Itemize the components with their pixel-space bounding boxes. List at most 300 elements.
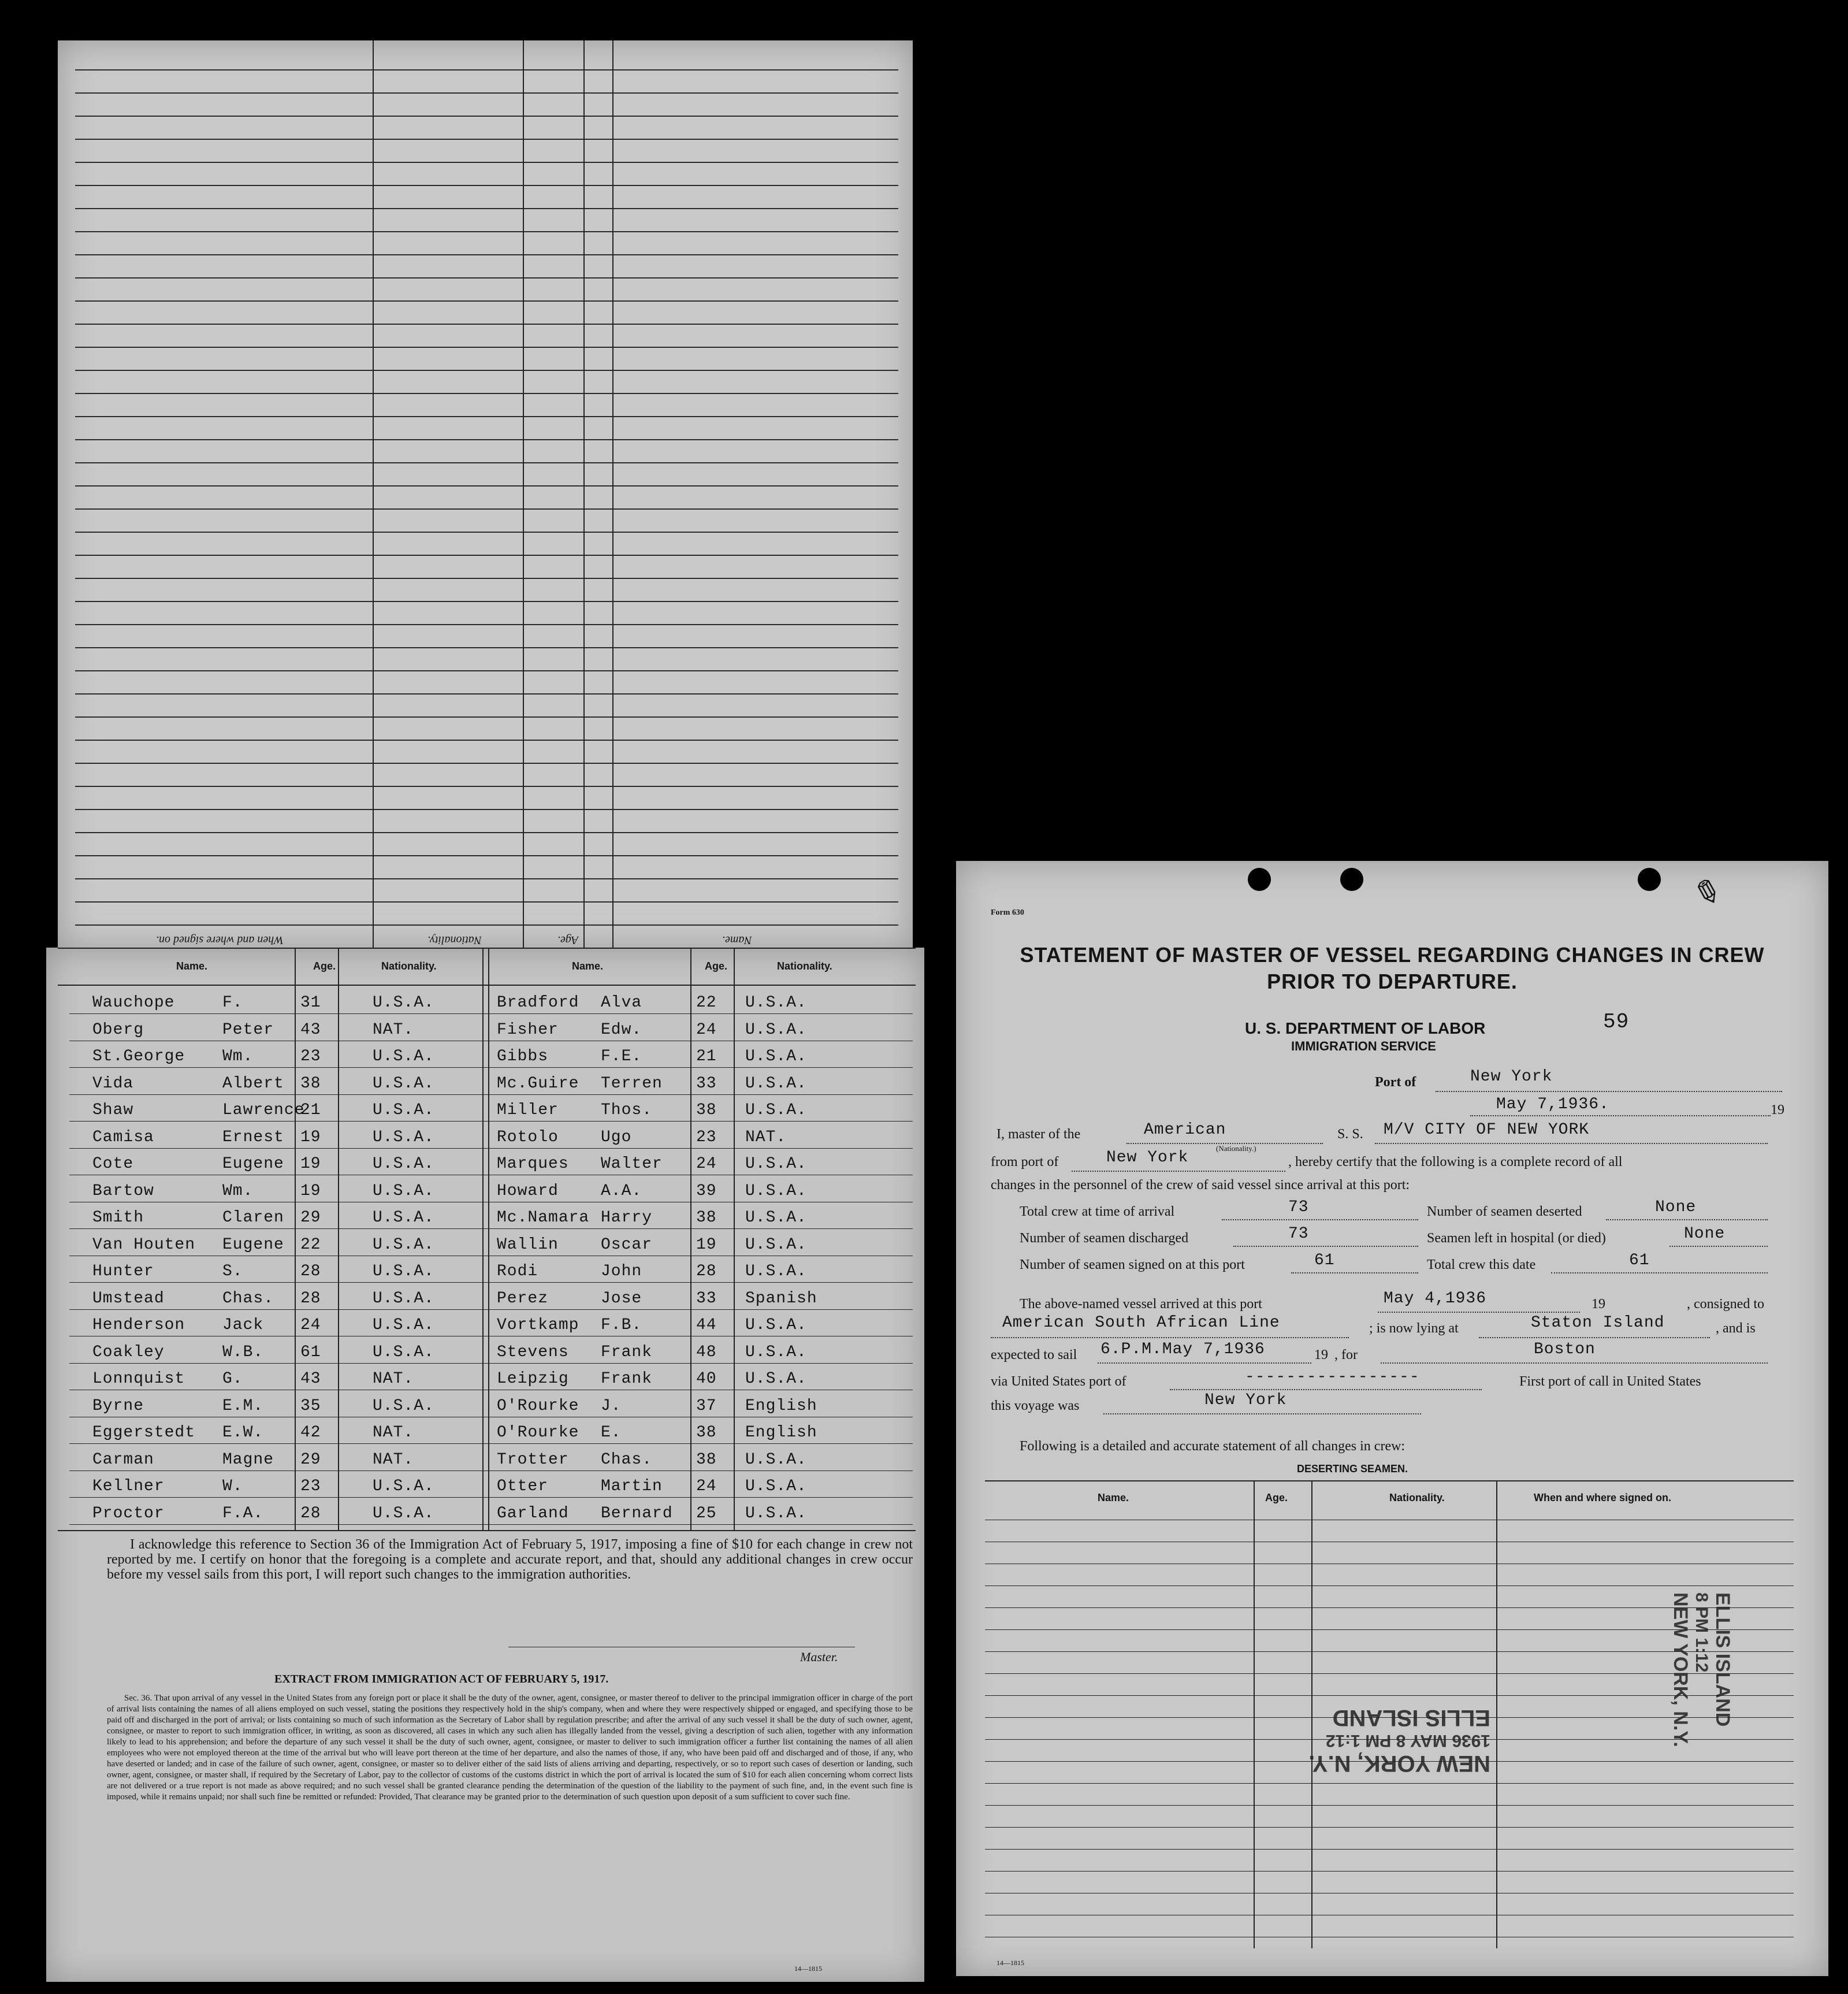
and-is-label: , and is — [1716, 1321, 1756, 1336]
crew-age: 22 — [300, 1235, 321, 1254]
crew-age: 33 — [696, 1074, 717, 1093]
ruled-line — [75, 809, 898, 810]
crew-nationality: U.S.A. — [373, 1343, 434, 1361]
crew-age: 24 — [696, 1155, 717, 1173]
department: U. S. DEPARTMENT OF LABOR — [1245, 1019, 1486, 1037]
crew-nationality: U.S.A. — [373, 1074, 434, 1093]
voyage-label: this voyage was — [991, 1398, 1080, 1413]
crew-nationality: U.S.A. — [373, 1235, 434, 1254]
ruled-line — [75, 670, 898, 671]
crew-surname: Fisher — [497, 1020, 559, 1039]
crew-given-name: Peter — [222, 1020, 274, 1039]
crew-age: 48 — [696, 1343, 717, 1361]
crew-nationality: U.S.A. — [745, 994, 807, 1012]
crew-given-name: Ernest — [222, 1128, 284, 1146]
port-label: Port of — [1375, 1075, 1416, 1090]
ruled-line — [75, 277, 898, 279]
total-date-value: 61 — [1629, 1252, 1650, 1269]
crew-nationality: U.S.A. — [373, 1477, 434, 1495]
crew-surname: Mc.Namara — [497, 1209, 590, 1227]
crew-age: 23 — [300, 1477, 321, 1495]
statement-subtitle: PRIOR TO DEPARTURE. — [1267, 970, 1518, 993]
crew-age: 35 — [300, 1397, 321, 1415]
crew-surname: Miller — [497, 1101, 559, 1119]
crew-row — [46, 1339, 913, 1365]
crew-surname: Bartow — [92, 1182, 154, 1200]
ruled-line — [75, 162, 898, 163]
crew-nationality: U.S.A. — [373, 1182, 434, 1200]
blank-header-nationality: Nationality. — [427, 934, 482, 946]
crew-surname: Leipzig — [497, 1370, 569, 1388]
deserting-row-rule — [985, 1871, 1794, 1872]
sail-label: expected to sail — [991, 1347, 1077, 1362]
via-label: via United States port of — [991, 1374, 1126, 1389]
first-port-label: First port of call in United States — [1519, 1374, 1701, 1389]
crew-row-rule — [69, 1443, 913, 1444]
crew-row-rule — [69, 1013, 913, 1014]
ruled-line — [75, 693, 898, 695]
crew-age: 38 — [696, 1209, 717, 1227]
acknowledgment-text: I acknowledge this reference to Section 36 of the Immigration Act of February 5, 1917, imposing a fine of $10 for each change in crew not reported by me. I certify on honor that the foregoing is a complete and accurate report, and that, should any additional changes in crew occur before my vessel sails from this port, I will report such changes to the immigration authorities. — [107, 1537, 913, 1582]
crew-surname: Kellner — [92, 1477, 165, 1495]
ruled-line — [75, 832, 898, 833]
handwritten-mark: ✎ — [1687, 870, 1721, 915]
crew-age: 19 — [300, 1182, 321, 1200]
crew-age: 38 — [696, 1101, 717, 1119]
crew-row — [46, 1178, 913, 1204]
crew-age: 44 — [696, 1316, 717, 1334]
blank-header-age: Age. — [557, 934, 579, 946]
crew-row — [46, 989, 913, 1016]
from-port-label: from port of — [991, 1154, 1059, 1169]
crew-row-rule — [69, 1309, 913, 1310]
crew-surname: Rotolo — [497, 1128, 559, 1146]
crew-age: 43 — [300, 1020, 321, 1039]
crew-age: 21 — [300, 1101, 321, 1119]
crew-row-rule — [69, 1121, 913, 1122]
crew-nationality: U.S.A. — [745, 1343, 807, 1361]
crew-age: 28 — [696, 1263, 717, 1280]
crew-age: 24 — [300, 1316, 321, 1334]
statement-title: STATEMENT OF MASTER OF VESSEL REGARDING CHANGES IN CREW — [1020, 943, 1765, 967]
crew-surname: Wauchope — [92, 994, 175, 1012]
crew-surname: Wallin — [497, 1235, 559, 1254]
ss-label: S. S. — [1337, 1127, 1363, 1142]
blank-ruled-sheet — [58, 40, 913, 950]
deserting-header-name: Name. — [1098, 1492, 1129, 1503]
crew-given-name: Walter — [601, 1155, 663, 1173]
crew-row — [46, 1070, 913, 1097]
signed-on-label: Number of seamen signed on at this port — [1020, 1257, 1245, 1272]
crew-age: 61 — [300, 1343, 321, 1361]
ruled-line — [75, 532, 898, 533]
crew-row — [46, 1446, 913, 1473]
extract-title: EXTRACT FROM IMMIGRATION ACT OF FEBRUARY 5, 1917. — [274, 1673, 609, 1685]
crew-surname: O'Rourke — [497, 1424, 579, 1442]
crew-age: 24 — [696, 1477, 717, 1495]
crew-given-name: Terren — [601, 1074, 663, 1093]
total-arrival-label: Total crew at time of arrival — [1020, 1204, 1175, 1219]
hospital-label: Seamen left in hospital (or died) — [1427, 1231, 1606, 1246]
crew-header-age-2: Age. — [705, 960, 728, 972]
year-prefix: 19 — [1771, 1102, 1784, 1117]
crew-nationality: U.S.A. — [373, 1289, 434, 1308]
ellis-island-stamp: NEW YORK, N.Y. 1936 MAY 8 PM 1:12 ELLIS ISLAND — [1308, 1705, 1490, 1776]
crew-row — [46, 1258, 913, 1284]
crew-given-name: Chas. — [601, 1450, 653, 1469]
crew-given-name: E.W. — [222, 1424, 264, 1442]
crew-surname: Stevens — [497, 1343, 569, 1361]
crew-given-name: Harry — [601, 1209, 653, 1227]
ruled-line — [75, 347, 898, 348]
blank-header-name: Name. — [722, 934, 752, 946]
crew-given-name: F.B. — [601, 1316, 642, 1334]
crew-header-name: Name. — [176, 960, 208, 972]
crew-given-name: F.A. — [222, 1504, 264, 1523]
crew-age: 24 — [696, 1020, 717, 1039]
crew-age: 37 — [696, 1397, 717, 1415]
crew-nationality: U.S.A. — [745, 1209, 807, 1227]
deserting-header-signed-on: When and where signed on. — [1534, 1492, 1672, 1503]
crew-nationality: NAT. — [373, 1370, 414, 1388]
crew-nationality: U.S.A. — [373, 1316, 434, 1334]
crew-nationality: U.S.A. — [373, 1397, 434, 1415]
crew-nationality: U.S.A. — [373, 994, 434, 1012]
crew-row — [46, 1419, 913, 1446]
crew-age: 38 — [300, 1074, 321, 1093]
crew-age: 19 — [300, 1155, 321, 1173]
crew-row — [46, 1365, 913, 1392]
ruled-line — [75, 439, 898, 440]
crew-age: 28 — [300, 1289, 321, 1308]
crew-surname: Lonnquist — [92, 1370, 185, 1388]
crew-row-rule — [69, 1094, 913, 1095]
changes-text: changes in the personnel of the crew of said vessel since arrival at this port: — [991, 1178, 1410, 1193]
crew-age: 19 — [300, 1128, 321, 1146]
crew-nationality: U.S.A. — [373, 1504, 434, 1523]
crew-surname: Shaw — [92, 1101, 134, 1119]
crew-given-name: Eugene — [222, 1155, 284, 1173]
crew-given-name: Lawrence — [222, 1101, 305, 1119]
destination-value: Boston — [1534, 1341, 1596, 1358]
crew-surname: Smith — [92, 1209, 144, 1227]
crew-given-name: S. — [222, 1263, 243, 1280]
deserting-header-nationality: Nationality. — [1389, 1492, 1445, 1503]
crew-given-name: Frank — [601, 1343, 653, 1361]
crew-header-nationality: Nationality. — [381, 960, 437, 972]
ruled-line — [75, 855, 898, 856]
crew-nationality: U.S.A. — [745, 1101, 807, 1119]
crew-given-name: Martin — [601, 1477, 663, 1495]
crew-given-name: Alva — [601, 994, 642, 1012]
crew-given-name: Albert — [222, 1074, 284, 1093]
crew-surname: Howard — [497, 1182, 559, 1200]
crew-list-sheet — [46, 948, 924, 1982]
column-divider — [583, 40, 585, 950]
crew-surname: Vortkamp — [497, 1316, 579, 1334]
ruled-line — [75, 116, 898, 117]
crew-surname: Proctor — [92, 1504, 165, 1523]
consigned-label: , consigned to — [1687, 1297, 1764, 1312]
total-date-label: Total crew this date — [1427, 1257, 1536, 1272]
crew-age: 22 — [696, 994, 717, 1012]
ruled-line — [75, 462, 898, 463]
crew-row — [46, 1473, 913, 1499]
crew-nationality: U.S.A. — [745, 1182, 807, 1200]
ruled-line — [75, 601, 898, 602]
deserting-heading: DESERTING SEAMEN. — [1297, 1463, 1408, 1475]
crew-given-name: E.M. — [222, 1397, 264, 1415]
crew-given-name: A.A. — [601, 1182, 642, 1200]
crew-surname: Coakley — [92, 1343, 165, 1361]
crew-nationality: U.S.A. — [373, 1048, 434, 1065]
crew-row — [46, 1500, 913, 1527]
crew-age: 33 — [696, 1289, 717, 1308]
lying-label: ; is now lying at — [1369, 1321, 1459, 1336]
crew-age: 31 — [300, 994, 321, 1012]
ellis-island-stamp-2: ELLIS ISLAND 8 PM 1:12 NEW YORK, N.Y. — [1669, 1592, 1734, 1747]
crew-nationality: U.S.A. — [373, 1263, 434, 1280]
form-number-right: 14—1815 — [996, 1959, 1024, 1967]
nationality-value: American — [1144, 1121, 1226, 1139]
crew-header-age: Age. — [313, 960, 336, 972]
crew-surname: St.George — [92, 1048, 185, 1065]
following-text: Following is a detailed and accurate statement of all changes in crew: — [1020, 1439, 1405, 1454]
ruled-line — [75, 508, 898, 510]
crew-nationality: U.S.A. — [745, 1316, 807, 1334]
ruled-line — [75, 647, 898, 648]
crew-surname: Eggerstedt — [92, 1424, 196, 1442]
crew-given-name: F. — [222, 994, 243, 1012]
crew-surname: O'Rourke — [497, 1397, 579, 1415]
crew-nationality: U.S.A. — [373, 1128, 434, 1146]
sail-value: 6.P.M.May 7,1936 — [1100, 1341, 1265, 1358]
crew-row-rule — [69, 1228, 913, 1229]
crew-age: 28 — [300, 1263, 321, 1280]
crew-row — [46, 1285, 913, 1312]
vessel-name: M/V CITY OF NEW YORK — [1384, 1121, 1590, 1139]
crew-given-name: Thos. — [601, 1101, 653, 1119]
crew-surname: Cote — [92, 1155, 134, 1173]
ruled-line — [75, 185, 898, 186]
crew-given-name: Bernard — [601, 1504, 673, 1523]
crew-age: 28 — [300, 1504, 321, 1523]
form-label: Form 630 — [991, 908, 1024, 917]
crew-nationality: U.S.A. — [745, 1370, 807, 1388]
crew-surname: Henderson — [92, 1316, 185, 1334]
crew-age: 29 — [300, 1450, 321, 1469]
ruled-line — [75, 924, 898, 926]
crew-age: 39 — [696, 1182, 717, 1200]
ruled-line — [75, 624, 898, 625]
ruled-line — [75, 555, 898, 556]
ruled-line — [75, 92, 898, 94]
crew-row — [46, 1231, 913, 1258]
signed-on-value: 61 — [1314, 1252, 1335, 1269]
column-divider — [523, 40, 524, 950]
crew-given-name: Ugo — [601, 1128, 632, 1146]
ruled-line — [75, 716, 898, 718]
crew-age: 29 — [300, 1209, 321, 1227]
crew-given-name: Chas. — [222, 1289, 274, 1308]
crew-given-name: Jack — [222, 1316, 264, 1334]
crew-given-name: E. — [601, 1424, 622, 1442]
crew-surname: Trotter — [497, 1450, 569, 1469]
crew-surname: Perez — [497, 1289, 549, 1308]
crew-given-name: F.E. — [601, 1048, 642, 1065]
from-port-value: New York — [1106, 1149, 1189, 1167]
service: IMMIGRATION SERVICE — [1291, 1039, 1436, 1053]
ruled-line — [75, 324, 898, 325]
ruled-line — [75, 231, 898, 232]
crew-surname: Rodi — [497, 1263, 538, 1280]
crew-nationality: U.S.A. — [745, 1263, 807, 1280]
punch-hole — [1638, 868, 1661, 891]
crew-row-rule — [69, 1524, 913, 1525]
for-label: , for — [1334, 1347, 1358, 1362]
ruled-line — [75, 300, 898, 302]
crew-row — [46, 1204, 913, 1231]
crew-row — [46, 1150, 913, 1177]
discharged-label: Number of seamen discharged — [1020, 1231, 1189, 1246]
first-port-value: New York — [1204, 1391, 1287, 1409]
crew-nationality: U.S.A. — [745, 1235, 807, 1254]
crew-given-name: Wm. — [222, 1048, 254, 1065]
crew-age: 42 — [300, 1424, 321, 1442]
crew-surname: Oberg — [92, 1020, 144, 1039]
blank-header-signed-on: When and where signed on. — [156, 934, 284, 946]
crew-surname: Vida — [92, 1074, 134, 1093]
crew-surname: Byrne — [92, 1397, 144, 1415]
crew-row — [46, 1016, 913, 1043]
crew-given-name: J. — [601, 1397, 622, 1415]
crew-age: 23 — [300, 1048, 321, 1065]
crew-given-name: G. — [222, 1370, 243, 1388]
crew-nationality: NAT. — [373, 1020, 414, 1039]
deserted-label: Number of seamen deserted — [1427, 1204, 1582, 1219]
crew-given-name: Wm. — [222, 1182, 254, 1200]
deserting-header-age: Age. — [1265, 1492, 1288, 1503]
ruled-line — [75, 393, 898, 394]
crew-surname: Gibbs — [497, 1048, 549, 1065]
crew-surname: Garland — [497, 1504, 569, 1523]
crew-nationality: U.S.A. — [373, 1101, 434, 1119]
crew-row-rule — [69, 1363, 913, 1364]
crew-row-rule — [69, 1497, 913, 1498]
ruled-line — [75, 69, 898, 70]
ruled-line — [75, 878, 898, 879]
crew-given-name: Claren — [222, 1209, 284, 1227]
crew-nationality: NAT. — [373, 1450, 414, 1469]
arrived-value: May 4,1936 — [1384, 1290, 1487, 1308]
crew-nationality: U.S.A. — [745, 1020, 807, 1039]
crew-given-name: Magne — [222, 1450, 274, 1469]
crew-surname: Otter — [497, 1477, 549, 1495]
crew-given-name: Edw. — [601, 1020, 642, 1039]
crew-row-rule — [69, 1282, 913, 1283]
crew-header-name-2: Name. — [572, 960, 604, 972]
crew-age: 23 — [696, 1128, 717, 1146]
crew-given-name: Jose — [601, 1289, 642, 1308]
crew-surname: Bradford — [497, 994, 579, 1012]
ruled-line — [75, 578, 898, 579]
crew-surname: Van Houten — [92, 1235, 196, 1254]
crew-nationality: U.S.A. — [745, 1155, 807, 1173]
crew-given-name: John — [601, 1263, 642, 1280]
punch-hole — [1248, 868, 1271, 891]
crew-surname: Camisa — [92, 1128, 154, 1146]
via-value: ----------------- — [1245, 1368, 1420, 1386]
crew-age: 43 — [300, 1370, 321, 1388]
date-value: May 7,1936. — [1496, 1096, 1609, 1113]
crew-row — [46, 1043, 913, 1070]
crew-age: 19 — [696, 1235, 717, 1254]
crew-age: 25 — [696, 1504, 717, 1523]
punch-hole — [1340, 868, 1363, 891]
ruled-line — [75, 763, 898, 764]
extract-text: Sec. 36. That upon arrival of any vessel in the United States from any foreign port or place it shall be the duty of the owner, agent, consignee, or master thereof to deliver to the principal immigration officer in charge of the port of arrival lists containing the names of all aliens employed on such vessel, stating the positions they respectively hold in the ship's company, when and where they were respectively shipped or engaged, and specifying those to be paid off and discharged in the port of arrival; or lists containing so much of such information as the Secretary of Labor shall by regulation prescribe; and after the arrival of any such vessel it shall be the duty of such owner, agent, consignee, or master to report to such immigration officer, in writing, as soon as discovered, all cases in which any such alien has illegally landed from the vessel, giving a description of such alien, together with any information likely to lead to his apprehension; and before the departure of any such vessel it shall be the duty of such owner, agent, consignee, or master to deliver to such immigration officer a further list containing the names of all alien employees who were not employed thereon at the time of the arrival but who will leave port thereon at the time of her departure, and also the names of those, if any, who have been paid off and discharged and of those, if any, who have deserted or landed; and in case of the failure of such owner, agent, consignee, or master so to deliver either of the said lists of aliens arriving and departing, respectively, or so to report such cases of desertion or landing, such owner, agent, consignee, or master shall, if required by the Secretary of Labor, pay to the collector of customs of the customs district in which the port of arrival is located the sum of $10 for each alien concerning whom correct lists are not delivered or a true report is not made as above required; and no such vessel shall be granted clearance pending the determination of the question of the liability to the payment of such fine, and, in the event such fine is imposed, while it remains unpaid; nor shall such fine be remitted or refunded: Provided, That clearance may be granted prior to the determination of such question upon deposit of a sum sufficient to cover such fine. — [107, 1694, 913, 1802]
discharged-value: 73 — [1288, 1225, 1309, 1243]
crew-row — [46, 1312, 913, 1338]
crew-age: 38 — [696, 1424, 717, 1442]
crew-nationality: English — [745, 1424, 817, 1442]
ruled-line — [75, 254, 898, 255]
form-serial-number: 59 — [1603, 1010, 1630, 1034]
ruled-line — [75, 740, 898, 741]
crew-row-rule — [69, 1067, 913, 1068]
crew-given-name: Eugene — [222, 1235, 284, 1254]
crew-nationality: NAT. — [745, 1128, 787, 1146]
crew-surname: Mc.Guire — [497, 1074, 579, 1093]
ruled-line — [75, 485, 898, 487]
ruled-line — [75, 370, 898, 371]
ruled-line — [75, 901, 898, 903]
total-arrival-value: 73 — [1288, 1198, 1309, 1216]
crew-header-nationality-2: Nationality. — [777, 960, 832, 972]
arrived-label: The above-named vessel arrived at this port — [1020, 1297, 1262, 1312]
consignee-value: American South African Line — [1002, 1314, 1280, 1332]
deserted-value: None — [1655, 1198, 1697, 1216]
port-value: New York — [1470, 1068, 1553, 1086]
master-of-label: I, master of the — [996, 1127, 1081, 1142]
crew-row — [46, 1393, 913, 1419]
crew-surname: Carman — [92, 1450, 154, 1469]
crew-nationality: Spanish — [745, 1289, 817, 1308]
column-divider — [373, 40, 374, 950]
crew-row — [46, 1097, 913, 1123]
form-number-left: 14—1815 — [794, 1965, 822, 1973]
crew-nationality: U.S.A. — [745, 1450, 807, 1469]
crew-row-rule — [69, 1148, 913, 1149]
hospital-value: None — [1684, 1225, 1726, 1243]
lying-value: Staton Island — [1531, 1314, 1665, 1332]
crew-nationality: English — [745, 1397, 817, 1415]
crew-surname: Marques — [497, 1155, 569, 1173]
ruled-line — [75, 139, 898, 140]
crew-row — [46, 1124, 913, 1150]
deserting-row-rule — [985, 1585, 1794, 1586]
crew-nationality: U.S.A. — [745, 1074, 807, 1093]
crew-nationality: U.S.A. — [745, 1477, 807, 1495]
master-label: Master. — [800, 1650, 838, 1664]
ruled-line — [75, 208, 898, 209]
crew-nationality: U.S.A. — [745, 1048, 807, 1065]
crew-given-name: W.B. — [222, 1343, 264, 1361]
ruled-line — [75, 786, 898, 787]
statement-form-sheet: ✎ Form 630 STATEMENT OF MASTER OF VESSEL REGARDING CHANGES IN CREW PRIOR TO DEPARTURE. U. S. DEPARTMENT OF LABOR IMMIGRATION SERVICE 59 Port of New York May 7,1936. 19 I, master of the American (Nationality.) S. S. M/V CITY OF NEW YORK from port of New York , hereby certify that the following is a complete record of all changes in the personnel of the crew of said vessel since arrival at this port: Total crew at time of arrival 73 Number of seamen deserted None Number of seamen discharged 73 Seamen left in hospital (or died) None Number of seamen signed on at this port 61 Total crew this date 61 The above-named vessel arrived at this port May 4,1936 19 , consigned to American South African Line ; is now lying at Staton Island , and is expected to sail 6.P.M.May 7,1936 19 , for Boston via United States port of ----------------- First port of call in United States this voyage was New York Following is a detailed and accurate statement of all changes in crew: DESERTING SEAMEN. Name. Age. Nationality. When and where signed on. 14—1815 NEW YORK, N.Y. 1936 MAY 8 PM 1:12 ELLIS ISLAND ELLIS ISLAND 8 PM 1:12 NEW YORK, N.Y. — [956, 861, 1828, 1976]
crew-nationality: U.S.A. — [373, 1209, 434, 1227]
crew-nationality: U.S.A. — [745, 1504, 807, 1523]
